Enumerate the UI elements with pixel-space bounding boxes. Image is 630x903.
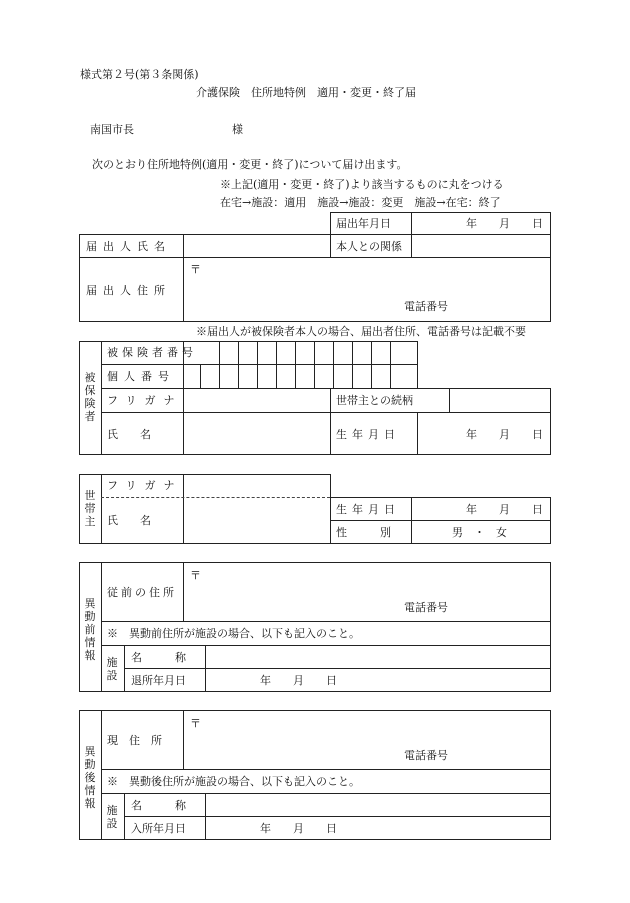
divider [101,412,551,413]
after-phone-label: 電話番号 [404,749,448,762]
divider [101,769,551,770]
divider [79,341,418,342]
before-move-section-label: 異動前情報 [84,597,96,662]
divider [183,474,184,543]
householder-name-field[interactable] [188,514,326,527]
before-leave-date-label: 退所年月日 [131,674,186,687]
divider [550,497,551,543]
divider [411,212,412,235]
insured-number-field[interactable] [186,346,414,359]
householder-name-label: 氏 名 [107,514,151,527]
divider [101,645,551,646]
divider [183,562,184,621]
divider [101,474,102,543]
submission-date-field[interactable]: 年 月 日 [466,217,543,230]
after-facility-name-field[interactable] [210,799,546,812]
recipient-honorific: 様 [232,123,243,136]
insured-section-label: 被保険者 [84,371,96,423]
divider [79,474,330,475]
householder-sex-label: 性 別 [336,526,391,539]
divider [79,257,551,258]
intro-text: 次のとおり住所地特例(適用・変更・終了)について届け出ます。 [92,158,408,171]
applicant-name-label: 届出人氏名 [86,240,171,253]
applicant-note: ※届出人が被保険者本人の場合、届出者住所、電話番号は記載不要 [196,325,526,338]
after-address-label: 現 住 所 [107,734,162,747]
divider [101,710,102,840]
divider [183,710,184,769]
instruction-legend: 在宅→施設：適用 施設→施設：変更 施設→在宅：終了 [220,196,501,209]
divider [183,234,184,322]
postal-mark: 〒 [190,717,201,730]
recipient: 南国市長 [90,123,134,136]
after-entry-date-field[interactable]: 年 月 日 [260,822,337,835]
before-leave-date-field[interactable]: 年 月 日 [260,674,337,687]
divider [101,341,102,455]
insured-furigana-field[interactable] [188,394,326,407]
householder-section-label: 世帯主 [84,489,96,528]
divider [330,234,331,257]
insured-name-label: 氏 名 [107,428,151,441]
applicant-name-field[interactable] [188,240,326,253]
applicant-address-label: 届出人住所 [86,284,171,297]
divider [330,388,331,455]
insured-birth-field[interactable]: 年 月 日 [466,428,543,441]
insured-furigana-label: フリガナ [107,394,183,407]
form-number: 様式第２号(第３条関係) [80,68,199,81]
dashed-divider [101,497,330,498]
table-cutout [417,340,552,388]
householder-birth-label: 生年月日 [336,503,400,516]
divider [330,474,331,543]
relation-label: 本人との関係 [336,240,402,253]
postal-mark: 〒 [190,569,201,582]
divider [124,816,551,817]
insured-name-field[interactable] [188,428,326,441]
instruction-note: ※上記(適用・変更・終了)より該当するものに丸をつける [220,178,504,191]
before-facility-name-field[interactable] [210,651,546,664]
before-facility-label: 施設 [106,656,118,682]
before-facility-note: ※ 異動前住所が施設の場合、以下も記入のこと。 [107,627,360,640]
divider [417,412,418,455]
after-facility-label: 施設 [106,804,118,830]
mynumber-field[interactable] [186,370,414,383]
divider [124,668,551,669]
household-relation-field[interactable] [454,394,546,407]
divider [449,388,450,412]
divider [101,388,551,389]
divider [411,234,412,257]
householder-furigana-field[interactable] [188,479,326,492]
postal-mark: 〒 [190,263,201,276]
householder-furigana-label: フリガナ [107,479,183,492]
divider [411,497,412,543]
after-facility-note: ※ 異動後住所が施設の場合、以下も記入のこと。 [107,775,360,788]
insured-number-label: 被保険者番号 [107,346,197,359]
submission-date-label: 届出年月日 [336,217,391,230]
form-title: 介護保険 住所地特例 適用・変更・終了届 [196,86,416,99]
divider [79,543,551,544]
divider [101,621,551,622]
divider [101,793,551,794]
after-move-section-label: 異動後情報 [84,745,96,810]
divider [330,497,551,498]
after-facility-name-label: 名 称 [131,799,186,812]
applicant-phone-label: 電話番号 [404,300,448,313]
after-entry-date-label: 入所年月日 [131,822,186,835]
before-address-label: 従前の住所 [107,586,177,599]
divider [101,562,102,692]
householder-birth-field[interactable]: 年 月 日 [466,503,543,516]
divider [79,474,80,543]
householder-sex-field[interactable]: 男 ・ 女 [452,526,507,539]
household-relation-label: 世帯主との続柄 [336,394,413,407]
relation-field[interactable] [416,240,546,253]
before-facility-name-label: 名 称 [131,651,186,664]
before-phone-label: 電話番号 [404,601,448,614]
mynumber-label: 個人番号 [107,370,175,383]
divider [417,341,418,388]
divider [330,520,551,521]
insured-birth-label: 生年月日 [336,428,400,441]
